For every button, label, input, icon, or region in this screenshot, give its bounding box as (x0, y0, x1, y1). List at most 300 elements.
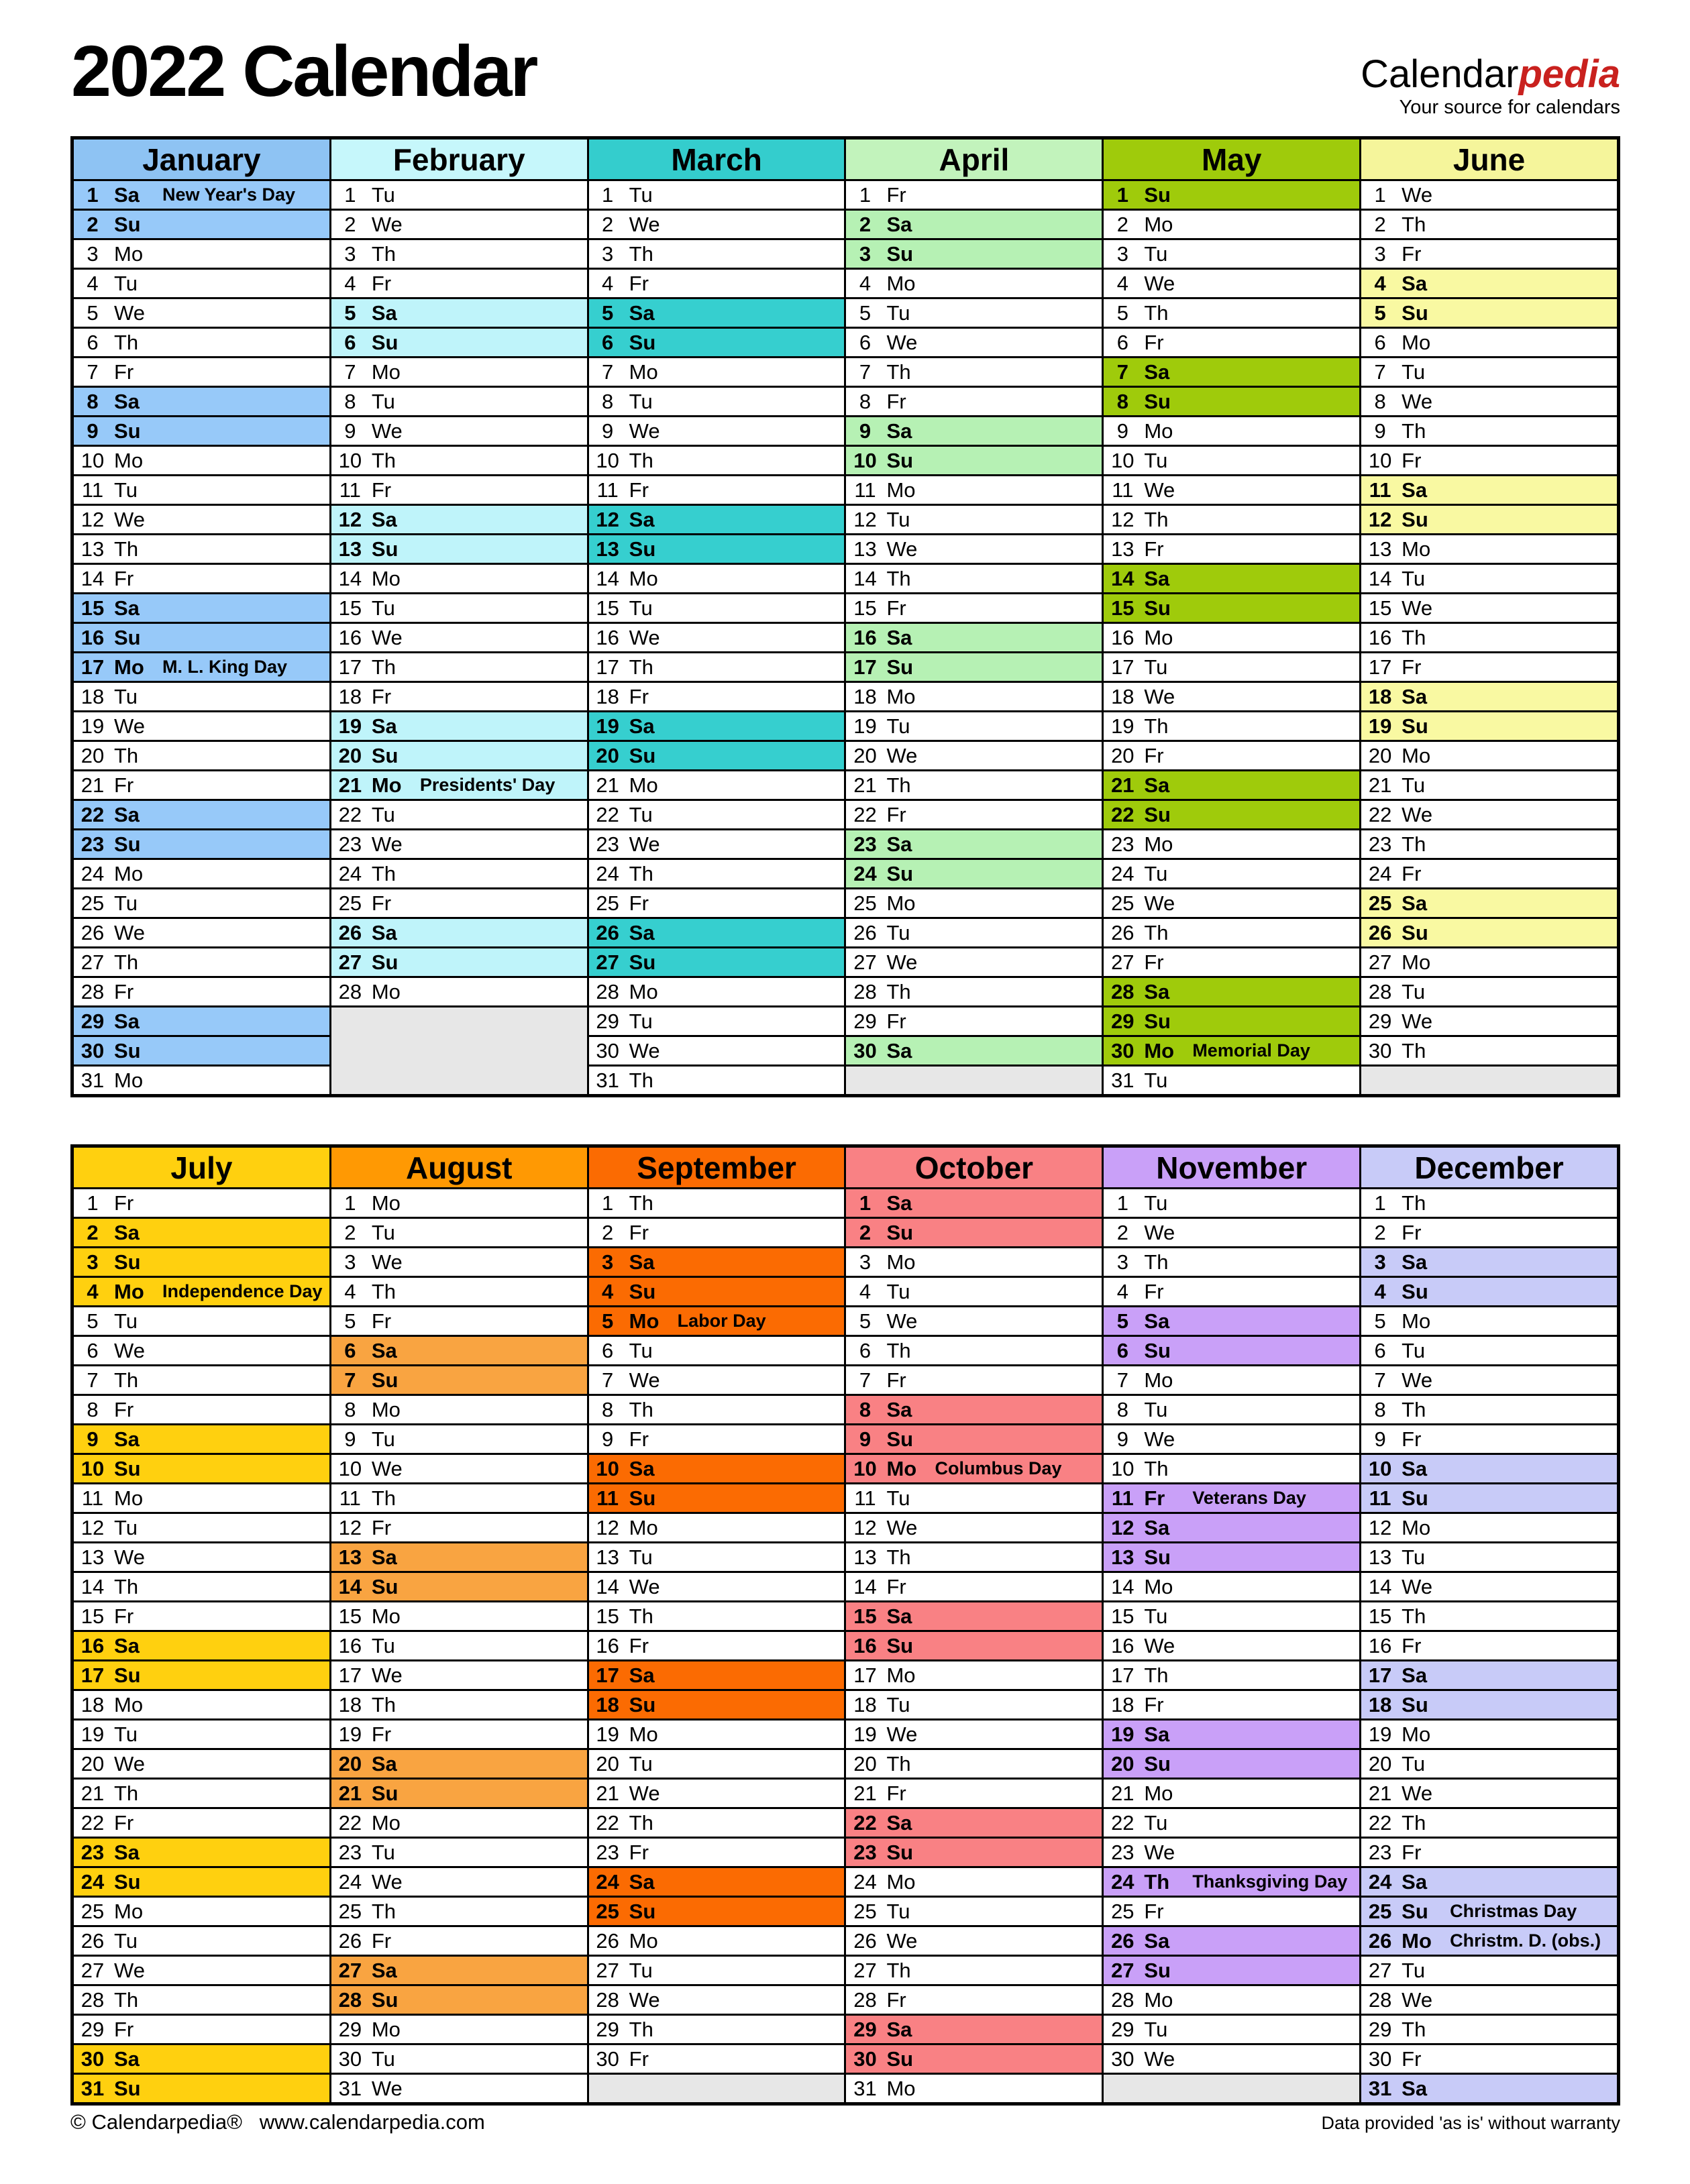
day-row (589, 1691, 845, 1721)
weekday-label: Th (1402, 832, 1426, 856)
day-row (74, 181, 329, 211)
day-row (331, 771, 587, 801)
day-row (1104, 978, 1359, 1007)
day-number: 8 (87, 1397, 99, 1421)
day-row (1104, 1543, 1359, 1573)
day-row (74, 506, 329, 535)
day-row (331, 594, 587, 624)
logo-wordmark (1361, 52, 1620, 96)
day-row (331, 860, 587, 889)
day-row (74, 1278, 329, 1307)
day-row (74, 329, 329, 358)
day-number: 29 (1368, 1009, 1392, 1033)
weekday-label: Th (1402, 1397, 1426, 1421)
day-row (1361, 801, 1617, 830)
weekday-label: Sa (371, 507, 397, 531)
weekday-label: Mo (1144, 1781, 1173, 1805)
weekday-label: Mo (629, 360, 658, 384)
day-number: 14 (1368, 1574, 1392, 1598)
weekday-label: Fr (629, 271, 649, 295)
weekday-label: Tu (1144, 1604, 1168, 1628)
weekday-label: We (1402, 1009, 1433, 1033)
day-number: 23 (853, 1840, 877, 1864)
day-row (1104, 1425, 1359, 1455)
day-number: 6 (1374, 330, 1386, 354)
day-number: 12 (81, 507, 105, 531)
weekday-label: We (1144, 684, 1175, 708)
day-number: 1 (87, 182, 99, 207)
weekday-label: We (886, 743, 918, 767)
day-row (74, 1573, 329, 1602)
day-row (331, 270, 587, 299)
day-row (1104, 388, 1359, 417)
weekday-label: We (1144, 1220, 1175, 1244)
day-number: 27 (596, 1958, 619, 1982)
day-row (846, 1957, 1102, 1986)
weekday-label: Sa (371, 920, 397, 944)
weekday-label: Th (1144, 920, 1169, 944)
month-header: May (1104, 140, 1359, 181)
weekday-label: Su (1144, 1009, 1171, 1033)
day-number: 28 (1111, 1987, 1134, 2012)
weekday-label: Su (114, 1869, 141, 1894)
footer-disclaimer: Data provided 'as is' without warranty (1321, 2113, 1620, 2133)
day-number: 27 (1368, 1958, 1392, 1982)
weekday-label: We (371, 1663, 403, 1687)
day-number: 13 (1368, 1545, 1392, 1569)
weekday-label: Th (886, 1958, 911, 1982)
day-row (1104, 211, 1359, 240)
day-number: 13 (81, 1545, 105, 1569)
day-row (1361, 1632, 1617, 1661)
weekday-label: We (1402, 1368, 1433, 1392)
day-row (846, 830, 1102, 860)
weekday-label: Fr (629, 1633, 649, 1657)
day-number: 28 (81, 979, 105, 1003)
day-number: 5 (859, 1309, 872, 1333)
day-number: 18 (1368, 1692, 1392, 1716)
day-number: 19 (596, 1722, 619, 1746)
day-row (1361, 358, 1617, 388)
day-number: 12 (338, 1515, 362, 1539)
day-number: 10 (1368, 1456, 1392, 1480)
weekday-label: Mo (629, 1722, 658, 1746)
holiday-label: Veterans Day (1192, 1488, 1306, 1508)
day-number: 14 (81, 566, 105, 590)
day-number: 5 (1116, 1309, 1128, 1333)
weekday-label: Su (371, 1987, 399, 2012)
day-number: 15 (853, 596, 877, 620)
weekday-label: Sa (629, 301, 655, 325)
weekday-label: Sa (629, 1456, 655, 1480)
day-row (1104, 1514, 1359, 1543)
footer-copyright: © Calendarpedia® www.calendarpedia.com (70, 2110, 485, 2134)
day-row (1104, 830, 1359, 860)
day-number: 7 (87, 360, 99, 384)
weekday-label: Su (1144, 1958, 1171, 1982)
weekday-label: Tu (371, 1840, 395, 1864)
day-number: 14 (853, 566, 877, 590)
day-number: 22 (1368, 802, 1392, 826)
day-row (846, 1809, 1102, 1839)
holiday-label: Thanksgiving Day (1192, 1871, 1348, 1892)
month-february (329, 140, 587, 1094)
weekday-label: Fr (371, 1722, 392, 1746)
day-row (331, 830, 587, 860)
day-row (74, 683, 329, 712)
weekday-label: Sa (886, 832, 912, 856)
day-row (1361, 181, 1617, 211)
day-row (1104, 1278, 1359, 1307)
weekday-label: Sa (1402, 1456, 1428, 1480)
day-number: 12 (338, 507, 362, 531)
weekday-label: Tu (1402, 979, 1426, 1003)
weekday-label: Fr (629, 1427, 649, 1451)
day-number: 6 (859, 1338, 872, 1362)
weekday-label: Mo (371, 566, 401, 590)
day-row (1361, 653, 1617, 683)
day-number: 5 (344, 301, 356, 325)
day-row (1104, 1661, 1359, 1691)
day-number: 27 (81, 1958, 105, 1982)
day-row (589, 948, 845, 978)
day-number: 1 (1374, 182, 1386, 207)
day-number: 5 (344, 1309, 356, 1333)
day-row (846, 594, 1102, 624)
day-number: 15 (853, 1604, 877, 1628)
weekday-label: Su (886, 241, 914, 266)
day-number: 2 (859, 212, 872, 236)
day-row (1361, 535, 1617, 565)
day-row (589, 1721, 845, 1750)
day-number: 17 (853, 655, 877, 679)
day-row (846, 771, 1102, 801)
weekday-label: We (886, 950, 918, 974)
weekday-label: Sa (1402, 2076, 1428, 2100)
weekday-label: Su (114, 625, 141, 649)
day-number: 17 (1368, 1663, 1392, 1687)
day-row (331, 447, 587, 476)
day-number: 26 (1368, 1928, 1392, 1953)
day-number: 29 (1111, 2017, 1134, 2041)
day-number: 7 (344, 360, 356, 384)
day-number: 27 (1111, 1958, 1134, 1982)
day-row (331, 2045, 587, 2075)
weekday-label: Tu (371, 1427, 395, 1451)
weekday-label: Th (629, 861, 653, 885)
weekday-label: Su (629, 1486, 656, 1510)
weekday-label: Mo (1144, 832, 1173, 856)
weekday-label: Fr (114, 1191, 134, 1215)
weekday-label: Fr (629, 891, 649, 915)
weekday-label: Fr (1144, 1899, 1164, 1923)
day-number: 8 (87, 389, 99, 413)
weekday-label: We (114, 507, 145, 531)
day-number: 22 (596, 1810, 619, 1835)
day-row (846, 1661, 1102, 1691)
day-number: 19 (1368, 714, 1392, 738)
day-row (589, 388, 845, 417)
month-header: January (74, 140, 329, 181)
day-number: 25 (1111, 891, 1134, 915)
weekday-label: Su (886, 448, 914, 472)
day-number: 27 (1111, 950, 1134, 974)
day-row (331, 1632, 587, 1661)
day-row (1361, 1543, 1617, 1573)
weekday-label: Su (886, 1427, 914, 1451)
day-row (331, 1278, 587, 1307)
weekday-label: Th (1144, 1456, 1169, 1480)
day-row (589, 889, 845, 919)
day-row (331, 1337, 587, 1366)
day-number: 4 (859, 271, 872, 295)
weekday-label: Sa (371, 714, 397, 738)
weekday-label: We (1402, 802, 1433, 826)
day-row (1104, 1602, 1359, 1632)
day-number: 25 (1368, 1899, 1392, 1923)
day-row (74, 1721, 329, 1750)
day-row (846, 653, 1102, 683)
weekday-label: Su (371, 950, 399, 974)
day-number: 12 (596, 507, 619, 531)
weekday-label: Su (114, 419, 141, 443)
weekday-label: We (1402, 389, 1433, 413)
day-number: 9 (87, 419, 99, 443)
holiday-label: Christmas Day (1450, 1901, 1577, 1921)
day-row (74, 1957, 329, 1986)
day-number: 11 (1369, 478, 1391, 502)
month-june (1359, 140, 1617, 1094)
weekday-label: Th (114, 1781, 139, 1805)
day-number: 26 (596, 1928, 619, 1953)
day-row (846, 860, 1102, 889)
weekday-label: We (886, 1309, 918, 1333)
weekday-label: Su (1402, 1486, 1428, 1510)
weekday-label: Sa (114, 182, 140, 207)
weekday-label: Th (371, 1486, 397, 1510)
month-july (74, 1148, 329, 2102)
day-number: 10 (338, 1456, 362, 1480)
weekday-label: Mo (371, 1397, 401, 1421)
day-row (589, 1750, 845, 1780)
day-row (331, 417, 587, 447)
day-row (846, 2016, 1102, 2045)
day-number: 13 (853, 1545, 877, 1569)
day-row (331, 240, 587, 270)
weekday-label: Th (629, 1191, 653, 1215)
day-row (846, 299, 1102, 329)
day-number: 2 (87, 212, 99, 236)
weekday-label: Fr (1402, 1840, 1422, 1864)
day-row (846, 1986, 1102, 2016)
weekday-label: Sa (886, 1191, 912, 1215)
day-number: 13 (1111, 1545, 1134, 1569)
month-header: December (1361, 1148, 1617, 1189)
day-row (331, 565, 587, 594)
month-header: October (846, 1148, 1102, 1189)
weekday-label: Su (1144, 389, 1171, 413)
weekday-label: Mo (629, 566, 658, 590)
day-number: 23 (1111, 1840, 1134, 1864)
day-row (846, 1396, 1102, 1425)
day-number: 4 (87, 1279, 99, 1303)
weekday-label: Mo (886, 891, 916, 915)
day-row (589, 1007, 845, 1037)
day-row (846, 1037, 1102, 1067)
day-row (331, 1750, 587, 1780)
day-row (846, 978, 1102, 1007)
day-number: 9 (602, 1427, 614, 1451)
day-number: 31 (81, 2076, 105, 2100)
weekday-label: Sa (1144, 360, 1170, 384)
day-number: 29 (596, 1009, 619, 1033)
day-row (846, 1898, 1102, 1927)
day-row (331, 358, 587, 388)
holiday-label: Presidents' Day (419, 775, 556, 795)
day-row (74, 1839, 329, 1868)
day-row (331, 1396, 587, 1425)
day-row (846, 2075, 1102, 2102)
weekday-label: Tu (629, 1958, 653, 1982)
day-row (1104, 919, 1359, 948)
weekday-label: Th (371, 448, 397, 472)
weekday-label: Fr (1402, 2046, 1422, 2071)
day-number: 20 (81, 743, 105, 767)
day-number: 31 (81, 1068, 105, 1092)
day-number: 21 (1111, 1781, 1134, 1805)
day-number: 22 (81, 802, 105, 826)
weekday-label: Sa (629, 1869, 655, 1894)
day-row (1104, 653, 1359, 683)
day-number: 18 (596, 1692, 619, 1716)
day-number: 21 (853, 1781, 877, 1805)
weekday-label: We (1144, 1427, 1175, 1451)
page-footer (70, 2110, 1620, 2134)
day-row (331, 535, 587, 565)
day-number: 16 (338, 625, 362, 649)
day-row (331, 948, 587, 978)
day-row (1104, 565, 1359, 594)
weekday-label: Th (1402, 1038, 1426, 1062)
day-row (74, 1661, 329, 1691)
day-number: 10 (81, 448, 105, 472)
weekday-label: Tu (886, 714, 910, 738)
holiday-label: M. L. King Day (162, 657, 288, 677)
weekday-label: Th (1402, 212, 1426, 236)
day-row (1104, 1037, 1359, 1067)
day-row (74, 1067, 329, 1094)
day-row (331, 801, 587, 830)
weekday-label: Fr (371, 1515, 392, 1539)
day-number: 9 (1116, 1427, 1128, 1451)
empty-cell (331, 1037, 587, 1067)
day-row (1104, 742, 1359, 771)
day-row (846, 889, 1102, 919)
weekday-label: Sa (1402, 478, 1428, 502)
weekday-label: Th (886, 1545, 911, 1569)
day-row (589, 1573, 845, 1602)
day-number: 7 (344, 1368, 356, 1392)
day-row (331, 299, 587, 329)
weekday-label: Tu (629, 802, 653, 826)
weekday-label: We (886, 330, 918, 354)
day-row (1361, 2045, 1617, 2075)
weekday-label: Th (371, 1899, 397, 1923)
day-number: 6 (87, 330, 99, 354)
day-row (1104, 860, 1359, 889)
day-row (846, 535, 1102, 565)
day-number: 9 (859, 419, 872, 443)
day-row (589, 860, 845, 889)
day-number: 14 (338, 1574, 362, 1598)
weekday-label: Su (114, 1250, 141, 1274)
weekday-label: Mo (1144, 625, 1173, 649)
day-row (846, 1868, 1102, 1898)
day-row (589, 1602, 845, 1632)
weekday-label: Th (1144, 1869, 1170, 1894)
day-number: 18 (853, 1692, 877, 1716)
day-number: 24 (338, 861, 362, 885)
day-number: 15 (596, 1604, 619, 1628)
day-number: 15 (1111, 1604, 1134, 1628)
day-number: 25 (338, 891, 362, 915)
weekday-label: Tu (886, 1279, 910, 1303)
holiday-label: Christm. D. (obs.) (1450, 1930, 1601, 1951)
weekday-label: Fr (114, 1604, 134, 1628)
day-row (74, 240, 329, 270)
day-number: 3 (87, 241, 99, 266)
weekday-label: Sa (1402, 1869, 1428, 1894)
day-number: 21 (1368, 773, 1392, 797)
day-number: 17 (1368, 655, 1392, 679)
day-row (589, 742, 845, 771)
day-number: 23 (338, 832, 362, 856)
day-row (331, 1366, 587, 1396)
day-number: 23 (853, 832, 877, 856)
day-number: 15 (338, 596, 362, 620)
day-row (331, 1809, 587, 1839)
day-row (589, 476, 845, 506)
day-number: 8 (1374, 1397, 1386, 1421)
day-number: 6 (859, 330, 872, 354)
weekday-label: Tu (1402, 566, 1426, 590)
day-row (74, 2045, 329, 2075)
weekday-label: Fr (1402, 448, 1422, 472)
day-number: 30 (596, 1038, 619, 1062)
empty-cell (846, 1067, 1102, 1094)
day-number: 12 (853, 507, 877, 531)
day-number: 6 (602, 1338, 614, 1362)
weekday-label: Tu (886, 507, 910, 531)
day-row (1361, 948, 1617, 978)
day-row (846, 270, 1102, 299)
day-row (846, 1425, 1102, 1455)
day-row (1361, 417, 1617, 447)
day-row (74, 594, 329, 624)
weekday-label: Sa (1144, 566, 1170, 590)
month-november (1102, 1148, 1359, 2102)
weekday-label: Th (886, 1338, 911, 1362)
day-row (846, 1307, 1102, 1337)
day-row (74, 211, 329, 240)
weekday-label: We (629, 1574, 660, 1598)
day-row (1104, 771, 1359, 801)
day-row (1361, 299, 1617, 329)
day-number: 29 (1368, 2017, 1392, 2041)
day-row (74, 801, 329, 830)
day-number: 4 (1374, 271, 1386, 295)
day-row (1361, 1514, 1617, 1543)
